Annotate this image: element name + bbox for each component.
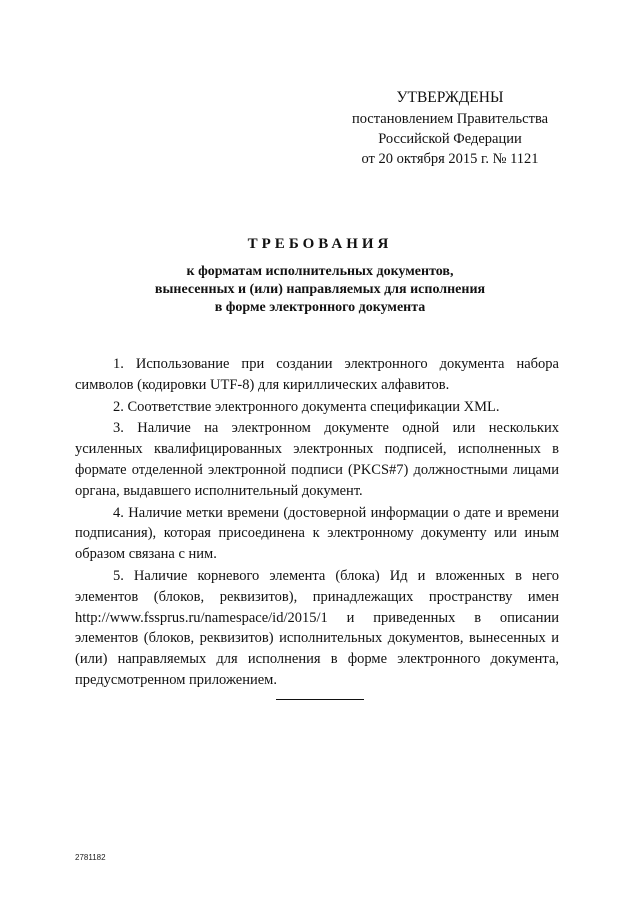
requirement-item-5: 5. Наличие корневого элемента (блока) Ид и вложенных в него элементов (блоков, реквизитов), принадлежащих пространству имен http://www.fssprus.ru/namespace/id/2015/1 и приведенных в описании элементов (блоков, реквизитов) исполнительных документов, вынесенных и (или) направляемых для исполнения в форме электронного документа, предусмотренном приложением. <box>75 567 559 688</box>
subtitle-line-1: к форматам исполнительных документов, <box>186 264 454 279</box>
requirement-item-3: 3. Наличие на электронном документе одной или нескольких усиленных квалифицированных электронных подписей, исполненных в формате отделенной электронной подписи (PKCS#7) должностными лицами органа, выдавшего исполнительный документ. <box>75 420 559 499</box>
approval-block <box>330 88 570 169</box>
subtitle-line-3: в форме электронного документа <box>214 300 426 315</box>
approval-line-2: Российской Федерации <box>378 131 522 147</box>
approval-line-3: от 20 октября 2015 г. № 1121 <box>361 151 539 167</box>
document-subtitle <box>100 263 540 317</box>
subtitle-line-2: вынесенных и (или) направляемых для исполнения <box>154 282 486 297</box>
requirements-list <box>75 354 559 692</box>
requirement-item-1: 1. Использование при создании электронного документа набора символов (кодировки UTF-8) для кириллических алфавитов. <box>75 356 559 393</box>
requirement-item-4: 4. Наличие метки времени (достоверной информации о дате и времени подписания), которая присоединена к электронному документу или иным образом связана с ним. <box>75 504 559 563</box>
approval-heading: УТВЕРЖДЕНЫ <box>396 89 504 106</box>
end-divider <box>276 699 364 700</box>
requirement-item-2: 2. Соответствие электронного документа спецификации XML. <box>113 398 500 415</box>
footer-code: 2781182 <box>75 853 106 862</box>
document-title: ТРЕБОВАНИЯ <box>247 236 393 252</box>
approval-line-1: постановлением Правительства <box>351 111 549 127</box>
